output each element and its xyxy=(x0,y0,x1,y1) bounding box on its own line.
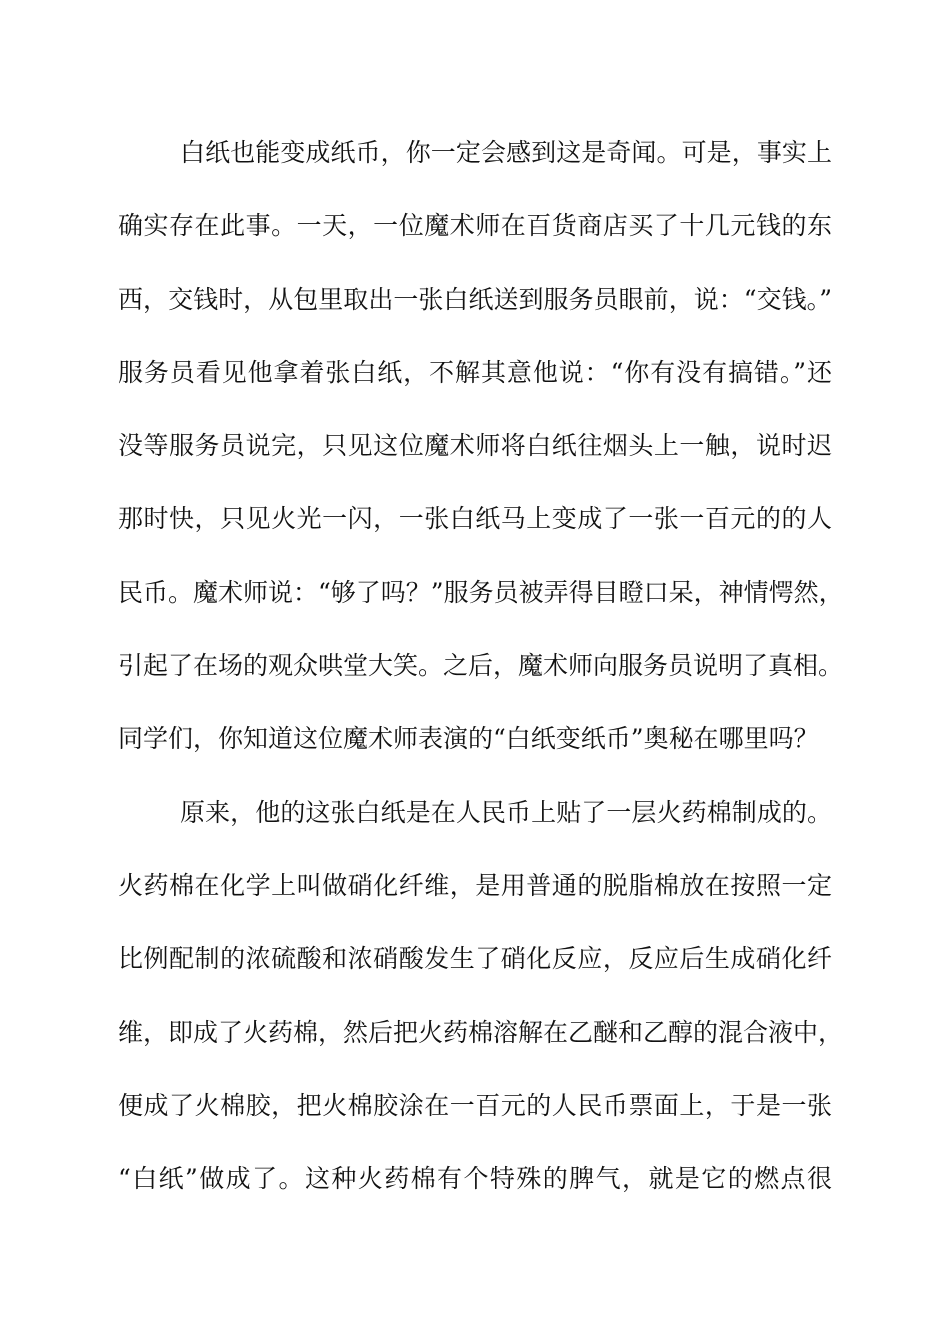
text-line: 服务员看见他拿着张白纸，不解其意他说：“你有没有搞错。”还 xyxy=(118,357,832,387)
text-line: 确实存在此事。一天，一位魔术师在百货商店买了十几元钱的东 xyxy=(118,211,832,241)
text-line: “白纸”做成了。这种火药棉有个特殊的脾气，就是它的燃点很 xyxy=(118,1164,832,1194)
paragraph-1 xyxy=(118,124,844,784)
text-line: 民币。魔术师说：“够了吗？”服务员被弄得目瞪口呆，神情愕然， xyxy=(118,577,844,607)
text-line: 同学们，你知道这位魔术师表演的“白纸变纸币”奥秘在哪里吗？ xyxy=(118,724,819,754)
text-line: 引起了在场的观众哄堂大笑。之后，魔术师向服务员说明了真相。 xyxy=(118,651,844,681)
paragraph-2 xyxy=(118,784,844,1224)
text-line: 没等服务员说完，只见这位魔术师将白纸往烟头上一触，说时迟 xyxy=(118,431,832,461)
text-line: 白纸也能变成纸币，你一定会感到这是奇闻。可是，事实上 xyxy=(180,138,832,167)
text-line: 西，交钱时，从包里取出一张白纸送到服务员眼前，说：“交钱。” xyxy=(118,284,832,314)
text-line: 便成了火棉胶，把火棉胶涂在一百元的人民币票面上，于是一张 xyxy=(118,1090,832,1120)
text-line: 比例配制的浓硫酸和浓硝酸发生了硝化反应，反应后生成硝化纤 xyxy=(118,944,832,974)
text-line: 火药棉在化学上叫做硝化纤维，是用普通的脱脂棉放在按照一定 xyxy=(118,870,832,900)
text-line: 维，即成了火药棉，然后把火药棉溶解在乙醚和乙醇的混合液中， xyxy=(118,1017,844,1047)
text-line: 那时快，只见火光一闪，一张白纸马上变成了一张一百元的的人 xyxy=(118,504,832,534)
body-text xyxy=(118,124,844,1223)
text-line: 原来，他的这张白纸是在人民币上贴了一层火药棉制成的。 xyxy=(180,797,832,827)
